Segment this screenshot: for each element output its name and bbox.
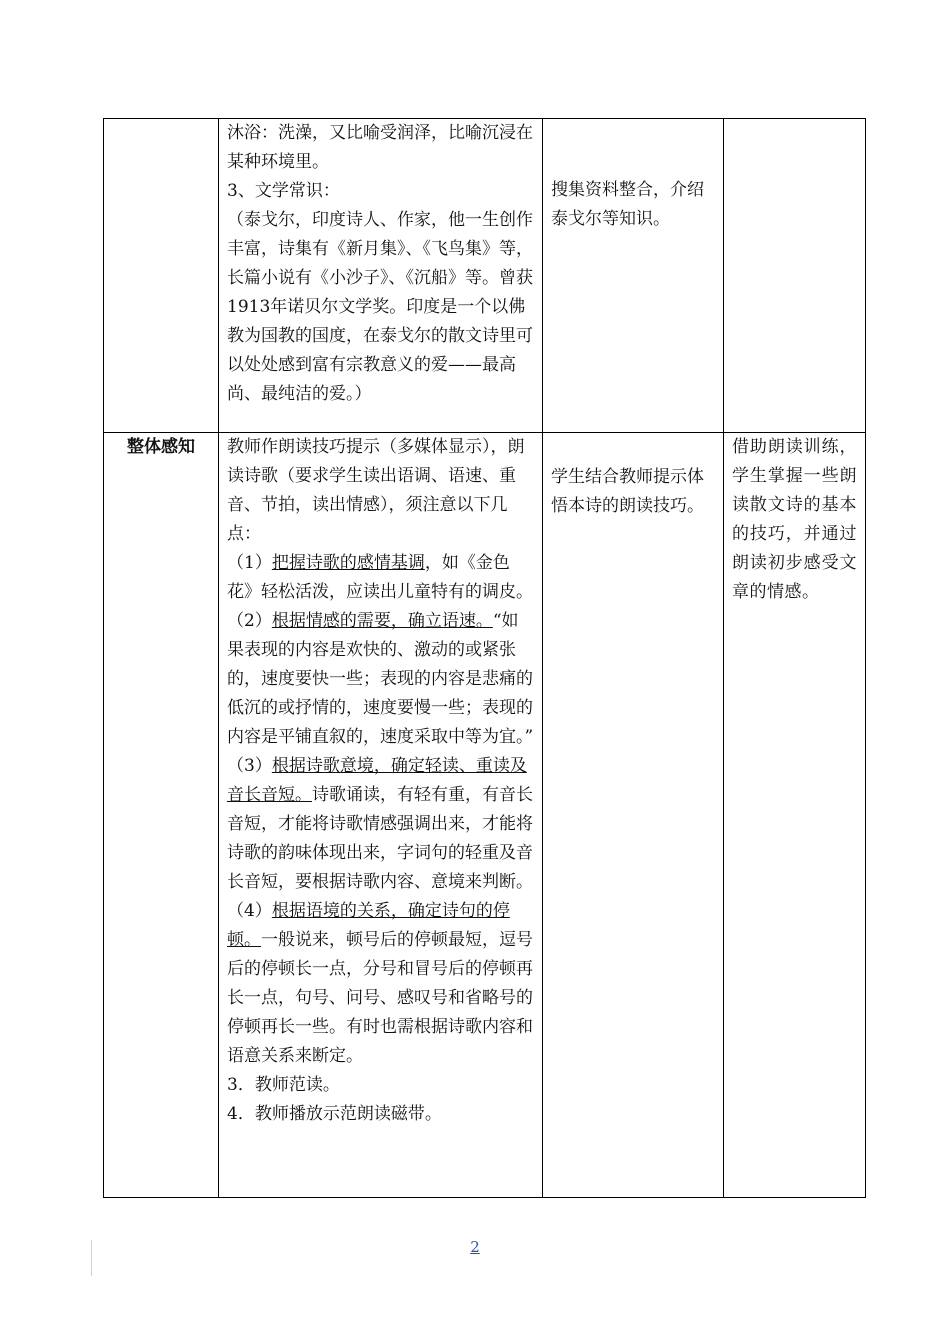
teacher-activity-cell: [219, 119, 543, 433]
design-purpose-cell: 借助朗读训练，学生掌握一些朗读散文诗的基本的技巧，并通过朗读初步感受文章的情感。: [724, 433, 866, 1198]
tip-number: （4）: [227, 901, 272, 921]
tip-number: （2）: [227, 611, 272, 631]
stage-cell: 整体感知: [104, 433, 219, 1198]
stage-cell: [104, 119, 219, 433]
tip-number: （1）: [227, 553, 272, 573]
teacher-activity-cell: [219, 433, 543, 1198]
tip-1: [227, 549, 534, 607]
lesson-plan-table: [103, 118, 866, 1198]
student-activity-text: 学生结合教师提示体悟本诗的朗读技巧。: [551, 467, 704, 516]
tip-key-point: 根据情感的需要，确立语速。: [271, 611, 493, 631]
tip-key-point: 根据语境的关系，确定诗句的停顿。: [227, 901, 510, 950]
tip-detail: 诗歌诵读，有轻有重，有音长音短，才能将诗歌情感强调出来，才能将诗歌的韵味体现出来，字词句的轻重及音长音短，要根据诗歌内容、意境来判断。: [227, 785, 533, 892]
tip-key-point: 把握诗歌的感情基调: [271, 553, 425, 573]
tip-2: [227, 607, 534, 752]
step-3: 3．教师范读。: [227, 1075, 340, 1095]
student-activity-cell: [543, 433, 724, 1198]
student-activity-text: 搜集资料整合，介绍泰戈尔等知识。: [551, 180, 704, 229]
design-purpose-cell: [724, 119, 866, 433]
student-activity-cell: [543, 119, 724, 433]
tip-3: [227, 752, 534, 897]
tip-number: （3）: [227, 756, 272, 776]
tip-detail: “如果表现的内容是欢快的、激动的或紧张的，速度要快一些；表现的内容是悲痛的低沉的或抒情的，速度要慢一些；表现的内容是平铺直叙的，速度采取中等为宜。”: [227, 611, 534, 747]
table-row: [104, 119, 866, 433]
literature-heading: 3、文学常识：: [227, 181, 340, 201]
tip-4: [227, 897, 534, 1071]
tip-detail: ，如《金色花》轻松活泼，应读出儿童特有的调皮。: [227, 553, 533, 602]
step-4: 4．教师播放示范朗读磁带。: [227, 1104, 442, 1124]
vocab-note: 沐浴：洗澡，又比喻受润泽，比喻沉浸在某种环境里。: [227, 123, 533, 172]
tip-key-point: 根据诗歌意境，确定轻读、重读及音长音短。: [227, 756, 527, 805]
tip-detail: 一般说来，顿号后的停顿最短，逗号后的停顿长一点，分号和冒号后的停顿再长一点，句号、问号、感叹号和省略号的停顿再长一些。有时也需根据诗歌内容和语意关系来断定。: [227, 930, 533, 1066]
page-number[interactable]: 2: [470, 1238, 480, 1256]
reading-tips-intro: 教师作朗读技巧提示（多媒体显示），朗读诗歌（要求学生读出语调、语速、重音、节拍，读出情感），须注意以下几点：: [227, 437, 525, 544]
table-row: [104, 433, 866, 1198]
literature-note: （泰戈尔，印度诗人、作家，他一生创作丰富，诗集有《新月集》、《飞鸟集》等，长篇小说有《小沙子》、《沉船》等。曾获1913年诺贝尔文学奖。印度是一个以佛教为国教的国度，在泰戈尔的散文诗里可以处处感到富有宗教意义的爱——最高尚、最纯洁的爱。）: [227, 210, 533, 404]
